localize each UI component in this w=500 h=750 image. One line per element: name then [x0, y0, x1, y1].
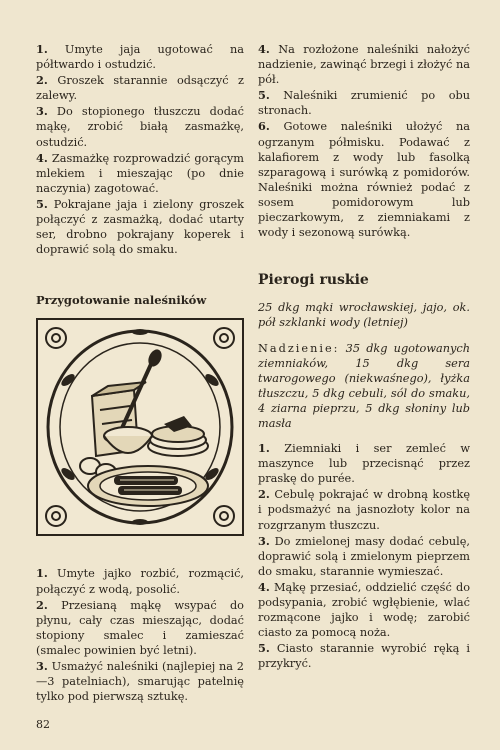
page-number: 82: [36, 718, 50, 731]
step: 4. Zasmażkę rozprowadzić gorącym mlekiem i mieszając (po dnie naczynia) zagotować.: [36, 150, 244, 195]
step: 2. Przesianą mąkę wsypać do płynu, cały czas mieszając, dodać stopiony smalec i zamieszać (smalec powinien być letni).: [36, 597, 244, 657]
step: 5. Ciasto starannie wyrobić ręką i przykryć.: [258, 641, 470, 671]
step: 3. Do zmielonej masy dodać cebulę, doprawić solą i zmielonym pieprzem do smaku, starannie wymieszać.: [258, 533, 470, 578]
pancake-illustration: [36, 318, 244, 536]
left-steps-bottom: [36, 566, 244, 704]
step: 2. Groszek starannie odsączyć z zalewy.: [36, 73, 245, 103]
illustration-svg: [38, 320, 242, 534]
step: 6. Gotowe naleśniki ułożyć na ogrzanym półmisku. Podawać z kalafiorem z wody lub fasolką szparagową i surówką z pomidorów. Naleśniki można również podać z sosem pomidorowym lub pieczarkowym, z ziemniakami z wody i sezonową surówką.: [258, 119, 470, 240]
step: 3. Usmażyć naleśniki (najlepiej na 2—3 patelniach), smarując patelnię tylko pod pierwszą sztukę.: [36, 658, 244, 704]
right-steps-bottom: [258, 441, 470, 671]
step: 3. Do stopionego tłuszczu dodać mąkę, zrobić białą zasmażkę, ostudzić.: [36, 104, 244, 149]
right-column: [258, 42, 470, 672]
step: 5. Naleśniki zrumienić po obu stronach.: [258, 88, 471, 118]
section-heading: Przygotowanie naleśników: [36, 293, 207, 308]
step: 1. Umyte jajko rozbić, rozmącić, połączyć z wodą, posolić.: [36, 566, 245, 596]
ingredients-filling: [258, 341, 470, 432]
recipe-title: Pierogi ruskie: [258, 272, 369, 289]
filling-label: Nadzienie:: [258, 341, 340, 355]
right-steps-top: [258, 42, 470, 240]
step: 1. Ziemniaki i ser zemleć w maszynce lub przecisnąć przez praskę do purée.: [258, 441, 471, 486]
step: 1. Umyte jaja ugotować na półtwardo i ostudzić.: [36, 42, 244, 72]
step: 4. Mąkę przesiać, oddzielić część do podsypania, zrobić wgłębienie, wlać rozmącone jajko i wodę; zarobić ciasto za pomocą noża.: [258, 579, 470, 640]
filling-text: 35 dkg ugotowanych ziemniaków, 15 dkg sera twarogowego (niekwaśnego), łyżka tłuszczu, 5 dkg cebuli, sól do smaku, 4 ziarna pieprzu, 5 dkg słoniny lub masła: [258, 341, 470, 430]
step: 2. Cebulę pokrajać w drobną kostkę i podsmażyć na jasnozłoty kolor na rozgrzanym tłuszczu.: [258, 487, 471, 532]
left-steps-top: [36, 42, 244, 257]
left-column: [36, 42, 244, 705]
ingredients-dough: 25 dkg mąki wrocławskiej, jajo, ok. pół szklanki wody (letniej): [258, 301, 470, 330]
step: 4. Na rozłożone naleśniki nałożyć nadzienie, zawinąć brzegi i złożyć na pół.: [258, 42, 470, 87]
step: 5. Pokrajane jaja i zielony groszek połączyć z zasmażką, dodać utarty ser, drobno pokrajany koperek i doprawić solą do smaku.: [36, 196, 244, 257]
